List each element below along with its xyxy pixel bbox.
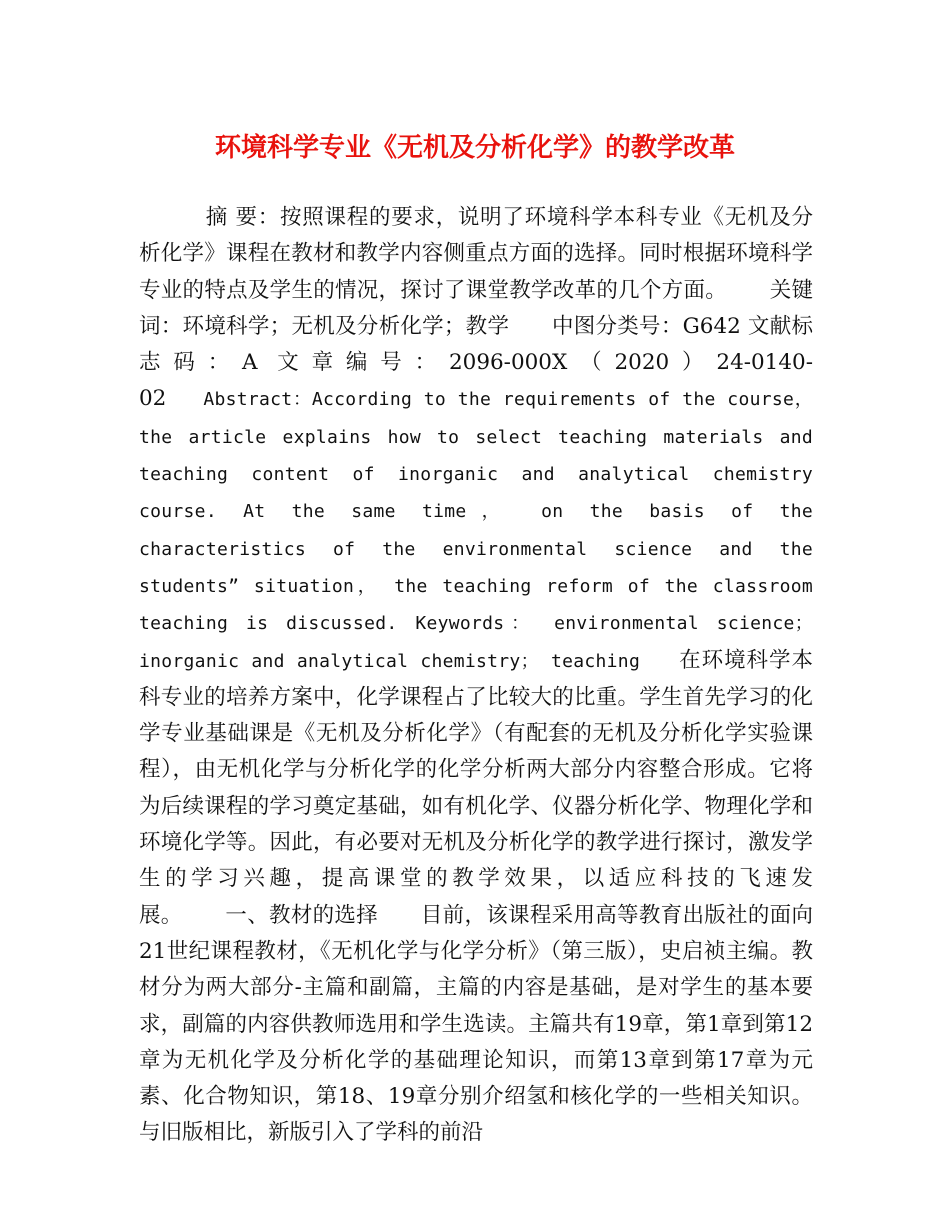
intro-paragraph: 在环境科学本科专业的培养方案中，化学课程占了比较大的比重。学生首先学习的化学专业基础课是《无机及分析化学》（有配套的无机及分析化学实验课程），由无机化学与分析化学的化学分析两大部分内容整合形成。它将为后续课程的学习奠定基础，如有机化学、仪器分析化学、物理化学和环境化学等。因此，有必要对无机及分析化学的教学进行探讨，激发学生的学习兴趣，提高课堂的教学效果，以适应科技的飞速发展。	[139, 647, 814, 928]
abstract-en: Abstract：According to the requirements of the course， the article explains how to select teaching materials and teaching content of inorganic and analytical chemistry course. At the same time， on the basis of the characteristics of the environmental science and the students” situation， the teaching reform of the classroom teaching is discussed. Keywords： environmental science； inorganic and analytical chemistry； teaching	[139, 389, 813, 672]
section-heading: 一、教材的选择	[225, 902, 379, 928]
document-body	[139, 200, 813, 1152]
abstract-cn: 摘 要：按照课程的要求，说明了环境科学本科专业《无机及分析化学》课程在教材和教学内容侧重点方面的选择。同时根据环境科学专业的特点及学生的情况，探讨了课堂教学改革的几个方面。	[139, 205, 813, 303]
keywords-cn: 关键词：环境科学；无机及分析化学；教学	[139, 277, 813, 339]
section-paragraph: 目前，该课程采用高等教育出版社的面向21世纪课程教材，《无机化学与化学分析》（第三版），史启祯主编。教材分为两大部分-主篇和副篇，主篇的内容是基础，是对学生的基本要求，副篇的内容供教师选用和学生选读。主篇共有19章，第1章到第12章为无机化学及分析化学的基础理论知识，而第13章到第17章为元素、化合物知识，第18、19章分别介绍氢和核化学的一些相关知识。与旧版相比，新版引入了学科的前沿	[139, 902, 813, 1146]
document-title: 环境科学专业《无机及分析化学》的教学改革	[214, 133, 735, 163]
classification-codes: 中图分类号：G642 文献标志码：A 文章编号：2096-000X（2020）24-0140-02	[139, 313, 813, 412]
